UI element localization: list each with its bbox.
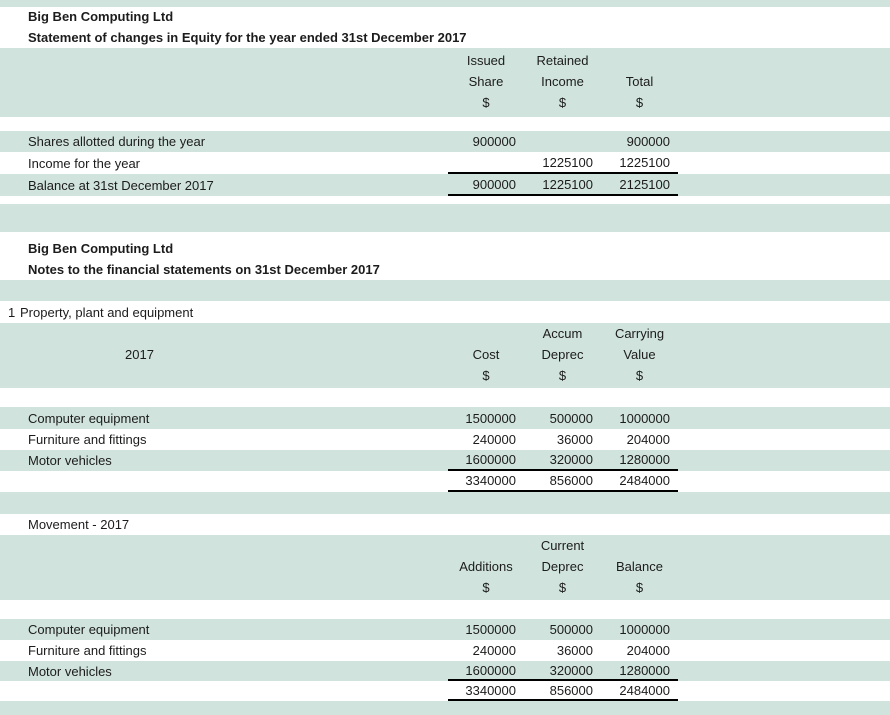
cell-value: 3340000 bbox=[465, 473, 516, 488]
cell-value: 900000 bbox=[626, 134, 670, 149]
row-label: Computer equipment bbox=[28, 410, 150, 426]
cell-value: 1000000 bbox=[619, 410, 670, 426]
cell-value: 320000 bbox=[549, 662, 593, 678]
currency-symbol: $ bbox=[558, 95, 567, 110]
cell-value: 1500000 bbox=[465, 622, 516, 637]
cell-value: 856000 bbox=[549, 473, 593, 488]
cell-value: 320000 bbox=[549, 452, 593, 467]
year-label: 2017 bbox=[125, 347, 154, 362]
row-label: Shares allotted during the year bbox=[28, 134, 206, 149]
column-header-balance: Balance bbox=[616, 559, 663, 574]
cell-value: 500000 bbox=[549, 622, 593, 637]
spacer bbox=[0, 117, 890, 131]
note-heading bbox=[0, 301, 890, 323]
cell-value: 36000 bbox=[556, 432, 593, 447]
cell-value: 1225100 bbox=[542, 154, 593, 170]
cell-value: 2484000 bbox=[619, 473, 670, 488]
column-header-additions: Additions bbox=[459, 559, 513, 574]
table-row-income-for-year bbox=[0, 152, 890, 174]
column-header-current: Current bbox=[540, 538, 585, 553]
column-header-accum: Accum bbox=[542, 326, 583, 341]
cell-value: 36000 bbox=[556, 643, 593, 658]
cell-value: 3340000 bbox=[465, 682, 516, 698]
spacer-band bbox=[0, 280, 890, 301]
currency-symbol: $ bbox=[482, 368, 490, 383]
column-header-cost: Cost bbox=[472, 347, 500, 362]
column-header-income: Income bbox=[541, 74, 584, 89]
note-heading-text: Property, plant and equipment bbox=[20, 305, 194, 320]
column-header-carrying: Carrying bbox=[614, 326, 665, 341]
column-header-blank bbox=[448, 535, 524, 556]
column-header-blank bbox=[601, 535, 678, 556]
band-bottom bbox=[0, 701, 890, 715]
currency-symbol: $ bbox=[482, 95, 490, 110]
cell-value: 204000 bbox=[626, 432, 670, 447]
cell-value: 1600000 bbox=[465, 662, 516, 678]
ppe-table-header bbox=[0, 323, 890, 388]
cell-value: 500000 bbox=[549, 410, 593, 426]
table-row-motor-vehicles bbox=[0, 661, 890, 681]
row-label: Motor vehicles bbox=[28, 663, 112, 679]
movement-section-label: Movement - 2017 bbox=[28, 517, 130, 532]
row-label: Furniture and fittings bbox=[28, 432, 147, 447]
movement-section-label-row bbox=[0, 514, 890, 535]
spacer bbox=[0, 388, 890, 407]
row-label: Furniture and fittings bbox=[28, 643, 147, 658]
cell-value: 2125100 bbox=[619, 176, 670, 192]
cell-value: 900000 bbox=[472, 134, 516, 149]
row-label: Balance at 31st December 2017 bbox=[28, 177, 214, 193]
currency-symbol: $ bbox=[558, 368, 567, 383]
movement-table-header bbox=[0, 535, 890, 600]
band-top bbox=[0, 0, 890, 7]
cell-value: 1500000 bbox=[465, 410, 516, 426]
column-header-total: Total bbox=[625, 74, 654, 89]
spacer-band bbox=[0, 492, 890, 514]
column-header-issued: Issued bbox=[466, 53, 506, 68]
table-row-furniture-fittings bbox=[0, 640, 890, 661]
currency-symbol: $ bbox=[482, 580, 490, 595]
spacer bbox=[0, 600, 890, 619]
currency-symbol: $ bbox=[635, 580, 644, 595]
cell-value: 2484000 bbox=[619, 682, 670, 698]
equity-statement-title: Statement of changes in Equity for the year ended 31st December 2017 bbox=[28, 29, 467, 45]
notes-title-block bbox=[0, 232, 890, 280]
equity-title-block bbox=[0, 7, 890, 48]
cell-value: 1600000 bbox=[465, 452, 516, 467]
cell-value: 1225100 bbox=[619, 154, 670, 170]
table-row-motor-vehicles bbox=[0, 450, 890, 471]
notes-title: Notes to the financial statements on 31st December 2017 bbox=[28, 261, 380, 277]
currency-symbol: $ bbox=[635, 368, 644, 383]
spacer bbox=[0, 196, 890, 204]
table-row-balance bbox=[0, 174, 890, 196]
currency-symbol: $ bbox=[558, 580, 567, 595]
currency-symbol: $ bbox=[635, 95, 644, 110]
column-header-deprec: Deprec bbox=[541, 347, 584, 362]
cell-value: 900000 bbox=[472, 176, 516, 192]
column-header-value: Value bbox=[623, 347, 656, 362]
column-header-blank bbox=[601, 50, 678, 71]
cell-value: 240000 bbox=[472, 643, 516, 658]
equity-table-header bbox=[0, 48, 890, 117]
column-header-blank bbox=[448, 323, 524, 344]
row-label: Income for the year bbox=[28, 155, 140, 171]
company-name: Big Ben Computing Ltd bbox=[28, 241, 174, 256]
spacer-band bbox=[0, 204, 890, 232]
column-header-deprec: Deprec bbox=[541, 559, 584, 574]
table-row-computer-equipment bbox=[0, 407, 890, 429]
column-header-share: Share bbox=[468, 74, 504, 89]
table-row-computer-equipment bbox=[0, 619, 890, 640]
cell-value: 1280000 bbox=[619, 452, 670, 467]
cell-value: 240000 bbox=[472, 432, 516, 447]
cell-value: 204000 bbox=[626, 643, 670, 658]
cell-value: 1000000 bbox=[619, 622, 670, 637]
column-header-retained: Retained bbox=[536, 53, 589, 68]
table-row-totals bbox=[0, 681, 890, 701]
row-label: Motor vehicles bbox=[28, 453, 112, 468]
note-number: 1 bbox=[8, 305, 16, 320]
table-row-shares-allotted bbox=[0, 131, 890, 152]
cell-value: 856000 bbox=[549, 682, 593, 698]
cell-value: 1225100 bbox=[542, 176, 593, 192]
table-row-furniture-fittings bbox=[0, 429, 890, 450]
cell-value: 1280000 bbox=[619, 662, 670, 678]
company-name: Big Ben Computing Ltd bbox=[28, 9, 174, 24]
row-label: Computer equipment bbox=[28, 622, 150, 637]
table-row-totals bbox=[0, 471, 890, 492]
